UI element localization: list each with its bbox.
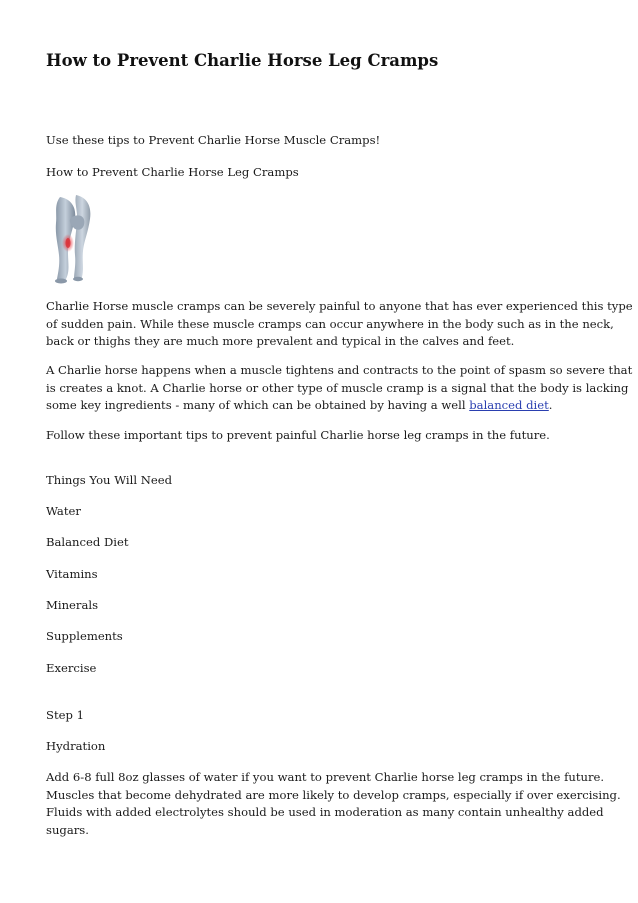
paragraph-2-line-3 [46, 397, 552, 415]
balanced-diet-link[interactable]: balanced diet [469, 398, 549, 412]
things-item-vitamins: Vitamins [46, 567, 98, 581]
paragraph-2-line-1: A Charlie horse happens when a muscle tightens and contracts to the point of spasm so severe that [46, 363, 633, 377]
step-text-line-4: sugars. [46, 822, 89, 837]
paragraph-2-line-3-prefix: some key ingredients - many of which can be obtained by having a well [46, 398, 470, 412]
step-text-line-3: Fluids with added electrolytes should be used in moderation as many contain unhealthy added [46, 805, 604, 819]
leg-cramp-illustration [46, 193, 106, 285]
paragraph-3: Follow these important tips to prevent painful Charlie horse leg cramps in the future. [46, 428, 550, 442]
paragraph-2-line-3-suffix: . [548, 398, 553, 412]
intro-text: Use these tips to Prevent Charlie Horse Muscle Cramps! [46, 133, 381, 147]
paragraph-1-line-3: back or thighs they are much more prevalent and typical in the calves and feet. [46, 334, 515, 348]
paragraph-1-line-2: of sudden pain. While these muscle cramps can occur anywhere in the body such as in the neck, [46, 316, 614, 331]
page-title: How to Prevent Charlie Horse Leg Cramps [46, 51, 439, 70]
step-label: Step 1 [46, 708, 84, 722]
things-item-supplements: Supplements [46, 629, 123, 643]
things-item-water: Water [46, 504, 81, 518]
step-text-line-1: Add 6-8 full 8oz glasses of water if you want to prevent Charlie horse leg cramps in the future. [46, 770, 605, 784]
step-text-line-2: Muscles that become dehydrated are more likely to develop cramps, especially if over exercising. [46, 787, 621, 802]
things-heading: Things You Will Need [46, 473, 173, 487]
paragraph-1-line-1: Charlie Horse muscle cramps can be severely painful to anyone that has ever experienced this type [46, 299, 633, 313]
things-item-balanced-diet: Balanced Diet [46, 535, 129, 549]
things-item-minerals: Minerals [46, 598, 99, 612]
step-title: Hydration [46, 739, 106, 753]
paragraph-2-line-2: is creates a knot. A Charlie horse or other type of muscle cramp is a signal that the body is lacking [46, 380, 629, 395]
things-item-exercise: Exercise [46, 661, 97, 675]
subtitle-text: How to Prevent Charlie Horse Leg Cramps [46, 165, 299, 179]
